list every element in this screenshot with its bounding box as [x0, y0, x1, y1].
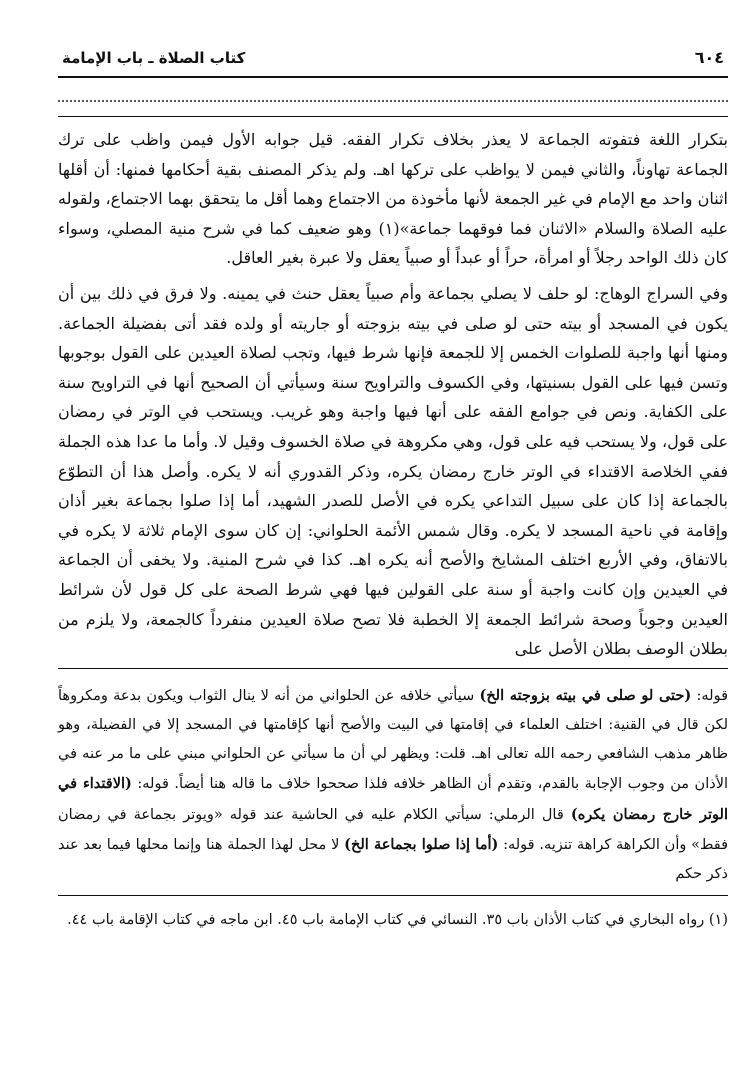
commentary-quote: (أما إذا صلوا بجماعة الخ) — [344, 835, 499, 853]
footnote: (١) رواه البخاري في كتاب الأذان باب ٣٥. النسائي في كتاب الإمامة باب ٤٥. ابن ماجه في كتاب الإقامة باب ٤٤. — [67, 912, 728, 929]
running-header — [58, 48, 728, 74]
commentary-quote: (حتى لو صلى في بيته بزوجته الخ) — [479, 686, 692, 704]
main-paragraph-1: بتكرار اللغة فتفوته الجماعة لا يعذر بخلاف تكرار الفقه. قيل جوابه الأول فيمن واظب على ترك الجماعة تهاوناً، والثاني فيمن لا يواظب على تركها اهـ. ولم يذكر المصنف بقية أحكامها فمنها: أن أقلها اثنان واحد مع الإمام في غير الجمعة لأنها مأخوذة من الاجتماع وهما أقل ما يتحقق بهما الاجتماع، ولقوله عليه الصلاة والسلام «الاثنان فما فوقهما جماعة»(١) وهو ضعيف كما في شرح منية المصلي، وسواء كان ذلك الواحد رجلاً أو امرأة، حراً أو عبداً أو صبياً يعقل ولا عبرة بغير العاقل. — [58, 130, 728, 268]
header-rule — [58, 76, 728, 78]
main-paragraph-2: وفي السراج الوهاج: لو حلف لا يصلي بجماعة وأم صبياً يعقل حنث في يمينه. ولا فرق في ذلك بين أن يكون في المسجد أو بيته حتى لو صلى في بيته بزوجته أو جاريته أو ولده فقد أتى بفضيلة الجماعة. ومنها أنها واجبة للصلوات الخمس إلا للجمعة فإنها شرط فيها، وتجب لصلاة العيدين على القول بوجوبها وتسن فيها على القول بسنيتها، وفي الكسوف والتراويح سنة وسيأتي أن الصحيح أنها في التراويح سنة على الكفاية. ونص في جوامع الفقه على أنها فيها واجبة وهو غريب. ويستحب في الوتر في رمضان على قول، ولا يستحب فيه على قول، وهي مكروهة في صلاة الخسوف وقيل لا. وأما ما عدا هذه الجملة ففي الخلاصة الاقتداء في الوتر خارج رمضان يكره، وذكر القدوري أنه لا يكره. وأصل هذا أن التطوّع بالجماعة إذا كان على سبيل التداعي يكره في الأصل للصدر الشهيد، أما إذا صلوا بجماعة بغير أذان وإقامة في ناحية المسجد لا يكره. وقال شمس الأئمة الحلواني: إن كان سوى الإمام ثلاثة لا يكره في بالاتفاق، وفي الأربع اختلف المشايخ والأصح أنه يكره اهـ. كذا في شرح المنية. ولا يخفى أن الجماعة في العيدين وإن كانت واجبة أو سنة على القولين فيها فهي شرط الصحة على كل قول لأن شرائط العيدين وجوباً وصحة شرائط الجمعة إلا الخطبة فلا تصح صلاة العيدين منفرداً كالجمعة، ولا يلزم من بطلان الوصف بطلان الأصل على — [58, 283, 729, 659]
commentary-text: قال الرملي: سيأتي الكلام عليه في الحاشية عند قوله «ويوتر بجماعة في رمضان فقط» وأن الكراهة كراهة تنزيه. قوله: — [58, 806, 729, 853]
page — [58, 48, 728, 934]
main-text — [58, 125, 728, 664]
footnote-separator — [58, 895, 728, 896]
commentary-quote: (الاقتداء في الوتر خارج رمضان يكره) — [58, 775, 728, 823]
dotted-separator — [58, 100, 728, 102]
commentary-separator — [58, 668, 728, 669]
running-title: كتاب الصلاة ـ باب الإمامة — [62, 49, 246, 67]
text-top-rule — [58, 116, 728, 117]
commentary-text: لا محل لهذا الجملة هنا وإنما محلها فيما بعد عند ذكر حكم — [58, 836, 728, 882]
commentary-text: سيأتي خلافه عن الحلواني من أنه لا ينال الثواب ويكون بدعة ومكروهاً لكن قال في القنية: اختلف العلماء في إقامتها في البيت والأصح أنها كإقامتها في المسجد إلا في الفضيلة، وهو ظاهر مذهب الشافعي رحمه الله تعالى اهـ. قلت: ويظهر لي أن ما سيأتي عن الحلواني مبني على ما مر عنه في الأذان من وجوب الإجابة بالقدم، وتقدم أن الظاهر خلافه فلذا صححوا خلاف ما قاله هنا أيضاً. قوله: — [58, 687, 728, 793]
commentary-text: قوله: — [691, 687, 728, 704]
commentary — [58, 681, 728, 889]
page-number: ٦٠٤ — [694, 48, 724, 67]
